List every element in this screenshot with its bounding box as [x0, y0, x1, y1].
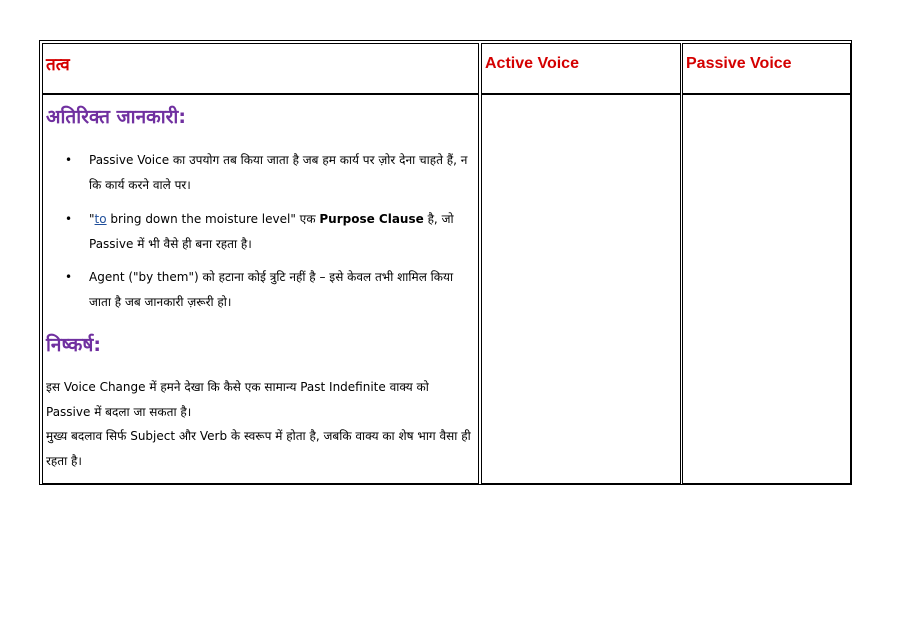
bullet-suffix: है, जो Passive में भी वैसे ही बना रहता है। — [89, 212, 454, 251]
additional-info-heading: अतिरिक्त जानकारी: — [46, 106, 186, 128]
bullet-bold: Purpose Clause — [319, 212, 424, 226]
info-bullet-list — [43, 148, 478, 324]
bullet-prefix: " — [89, 212, 95, 226]
bullet-marker: • — [65, 153, 73, 167]
conclusion-paragraph-1: इस Voice Change में हमने देखा कि कैसे एक सामान्य Past Indefinite वाक्य को Passive में बदला जा सकता है। — [46, 380, 429, 419]
bullet-marker: • — [65, 270, 73, 284]
bullet-text: Passive Voice का उपयोग तब किया जाता है जब हम कार्य पर ज़ोर देना चाहते हैं, न कि कार्य करने वाले पर। — [89, 153, 468, 192]
bullet-middle: bring down the moisture level" एक — [106, 212, 320, 226]
active-voice-cell — [481, 94, 681, 484]
list-item — [43, 148, 478, 197]
content-cell — [42, 94, 479, 484]
conclusion-heading: निष्कर्ष: — [46, 334, 101, 356]
header-cell-active-voice — [481, 43, 681, 95]
list-item — [43, 265, 478, 314]
header-passive-voice-label: Passive Voice — [686, 55, 792, 72]
header-cell-passive-voice — [682, 43, 851, 95]
header-element-label: तत्व — [46, 55, 70, 75]
bullet-text: Agent ("by them") को हटाना कोई त्रुटि नहीं है – इसे केवल तभी शामिल किया जाता है जब जानकारी ज़रूरी हो। — [89, 270, 454, 309]
table-grid — [42, 43, 849, 482]
bullet-marker: • — [65, 212, 73, 226]
header-cell-element — [42, 43, 479, 95]
conclusion-paragraph-2: मुख्य बदलाव सिर्फ Subject और Verb के स्वरूप में होता है, जबकि वाक्य का शेष भाग वैसा ही रहता है। — [46, 429, 471, 468]
comparison-table — [39, 40, 852, 485]
header-active-voice-label: Active Voice — [485, 55, 579, 72]
passive-voice-cell — [682, 94, 851, 484]
spellcheck-word[interactable]: to — [94, 212, 107, 226]
list-item — [43, 207, 478, 256]
